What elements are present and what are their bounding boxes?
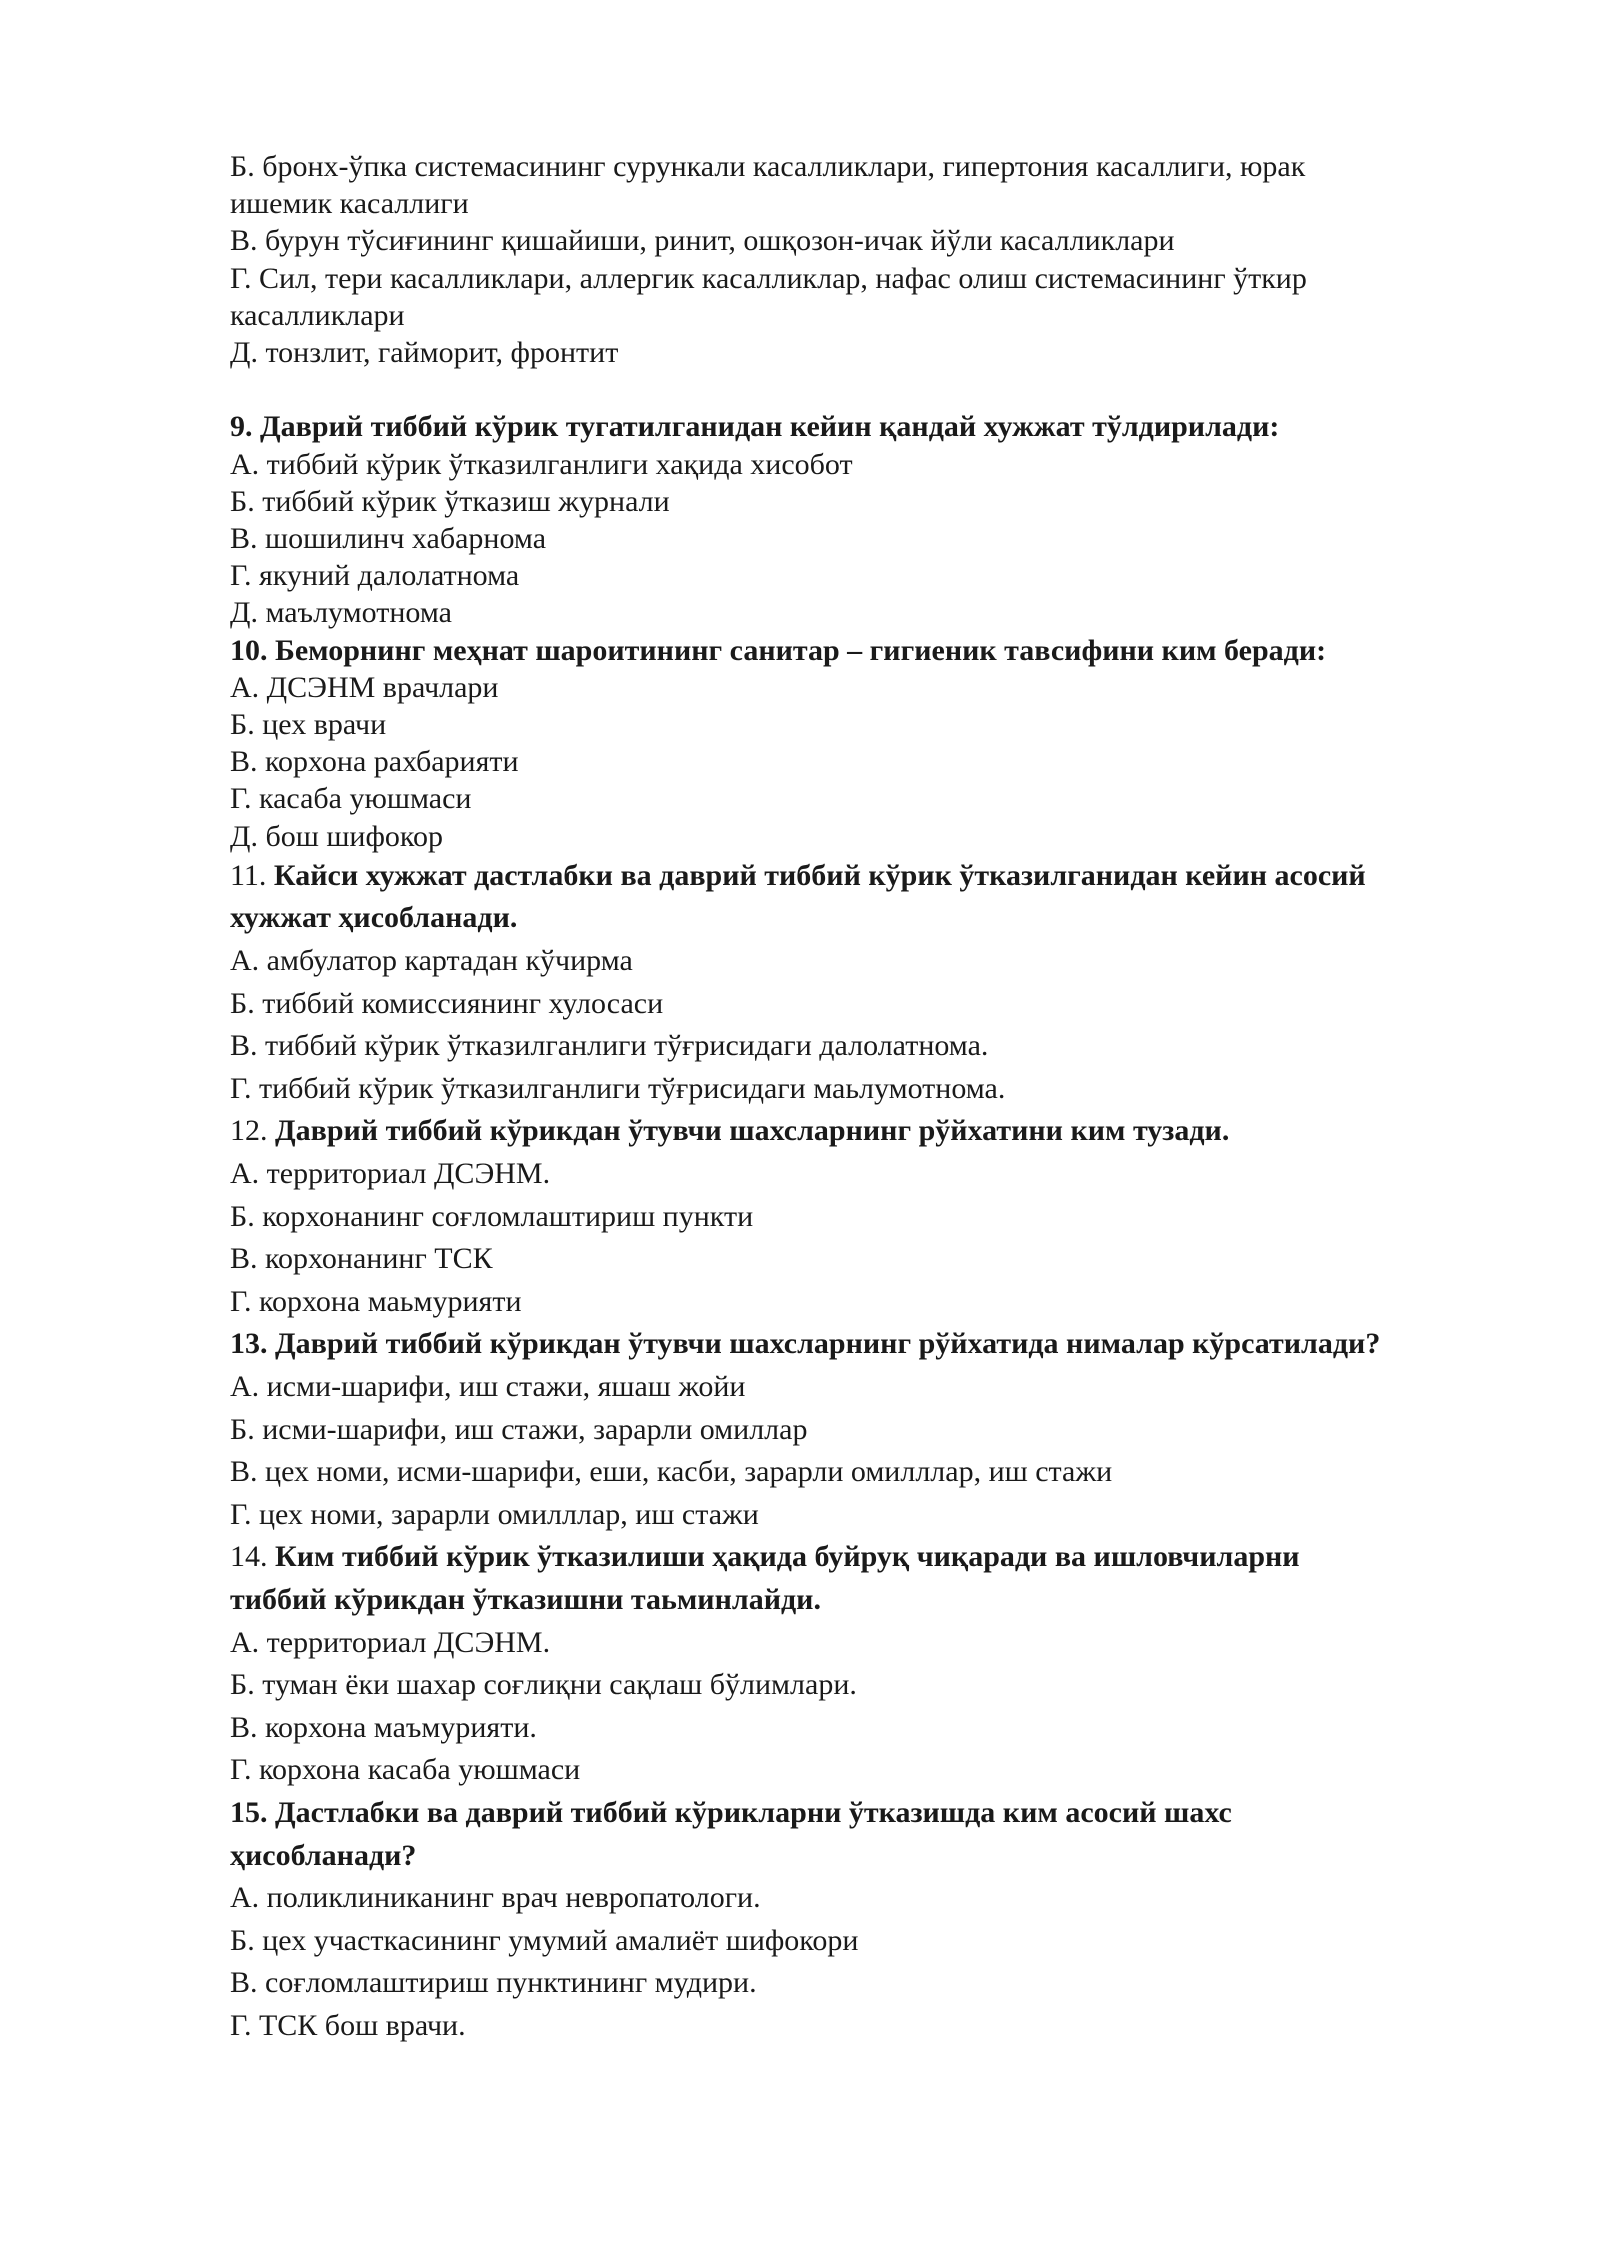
question-title: 13. Даврий тиббий кўрикдан ўтувчи шахсларнинг рўйхатида нималар кўрсатилади? [230,1327,1381,1361]
question-title [230,1536,1530,1579]
answer-option: Г. ТСК бош врачи. [230,2008,466,2042]
answer-option: А. поликлиниканинг врач невропатологи. [230,1881,761,1915]
answer-option: В. цех номи, исми-шарифи, еши, касби, зарарли омилллар, иш стажи [230,1455,1113,1489]
answer-option: Б. цех участкасининг умумий амалиёт шифокори [230,1923,859,1957]
option-line: ишемик касаллиги [230,187,469,221]
answer-option: А. территориал ДСЭНМ. [230,1625,551,1659]
answer-option: Д. бош шифокор [230,819,443,853]
question-14 [230,1536,1530,1792]
answer-option: Г. корхона касаба уюшмаси [230,1753,581,1787]
answer-option: В. корхона рахбарияти [230,745,519,779]
option-line: Б. бронх-ўпка системасининг сурункали касалликлари, гипертония касаллиги, юрак [230,150,1306,183]
option-line: Г. Сил, тери касалликлари, аллергик касалликлар, нафас олиш системасининг ўткир [230,261,1307,295]
answer-option: А. тиббий кўрик ўтказилганлиги хақида хисобот [230,447,853,481]
answer-option: А. исми-шарифи, иш стажи, яшаш жойи [230,1369,746,1403]
answer-option: Г. корхона маьмурияти [230,1284,522,1318]
question-text: Кайси хужжат дастлабки ва даврий тиббий кўрик ўтказилганидан кейин асосий [273,858,1366,892]
answer-option: В. корхонанинг ТСК [230,1242,493,1276]
question-title: 15. Дастлабки ва даврий тиббий кўрикларни ўтказишда ким асосий шахс [230,1795,1232,1829]
question-title-continued: хужжат ҳисобланади. [230,901,518,935]
question-11 [230,855,1530,1111]
answer-option: Д. маълумотнома [230,596,452,630]
question-13 [230,1323,1530,1536]
answer-option: В. шошилинч хабарнома [230,522,547,556]
answer-option: А. амбулатор картадан кўчирма [230,944,633,978]
question-number: 12. [230,1114,268,1148]
answer-option: Б. тиббий кўрик ўтказиш журнали [230,484,670,518]
question-15 [230,1792,1530,2048]
answer-option: А. территориал ДСЭНМ. [230,1157,551,1190]
question-number: 11. [230,858,267,892]
previous-question-options [230,148,1530,371]
option-line: В. бурун тўсиғининг қишайиши, ринит, ошқозон-ичак йўли касалликлари [230,224,1175,258]
question-title-continued: ҳисобланади? [230,1838,417,1872]
question-title [230,855,1530,898]
question-text: Ким тиббий кўрик ўтказилиши ҳақида буйруқ чиқаради ва ишловчиларни [275,1540,1300,1574]
answer-option: Б. тиббий комиссиянинг хулосаси [230,986,664,1020]
answer-option: Г. цех номи, зарарли омилллар, иш стажи [230,1497,759,1531]
question-title-continued: тиббий кўрикдан ўтказишни таьминлайди. [230,1582,821,1616]
blank-line [230,371,1530,408]
answer-option: В. соғломлаштириш пунктининг мудири. [230,1966,757,2000]
answer-option: А. ДСЭНМ врачлари [230,670,499,704]
answer-option: Б. исми-шарифи, иш стажи, зарарли омиллар [230,1412,808,1446]
question-12 [230,1110,1530,1323]
question-title [230,1110,1530,1153]
answer-option: Б. корхонанинг соғломлаштириш пункти [230,1199,754,1233]
document-page [230,148,1530,2047]
question-10 [230,632,1530,855]
question-number: 14. [230,1540,268,1574]
answer-option: В. тиббий кўрик ўтказилганлиги тўғрисидаги далолатнома. [230,1029,989,1063]
answer-option: В. корхона маъмурияти. [230,1710,537,1744]
option-line: Д. тонзлит, гайморит, фронтит [230,336,619,370]
answer-option: Б. туман ёки шахар соғлиқни сақлаш бўлимлари. [230,1668,857,1702]
question-title: 10. Беморнинг меҳнат шароитининг санитар – гигиеник тавсифини ким беради: [230,633,1327,667]
answer-option: Б. цех врачи [230,708,387,742]
question-title: 9. Даврий тиббий кўрик тугатилганидан кейин қандай хужжат тўлдирилади: [230,410,1280,444]
answer-option: Г. тиббий кўрик ўтказилганлиги тўғрисидаги маьлумотнома. [230,1071,1006,1105]
question-9 [230,408,1530,631]
answer-option: Г. касаба уюшмаси [230,782,472,816]
question-text: Даврий тиббий кўрикдан ўтувчи шахсларнинг рўйхатини ким тузади. [275,1114,1230,1148]
answer-option: Г. якуний далолатнома [230,559,520,593]
option-line: касалликлари [230,298,405,332]
